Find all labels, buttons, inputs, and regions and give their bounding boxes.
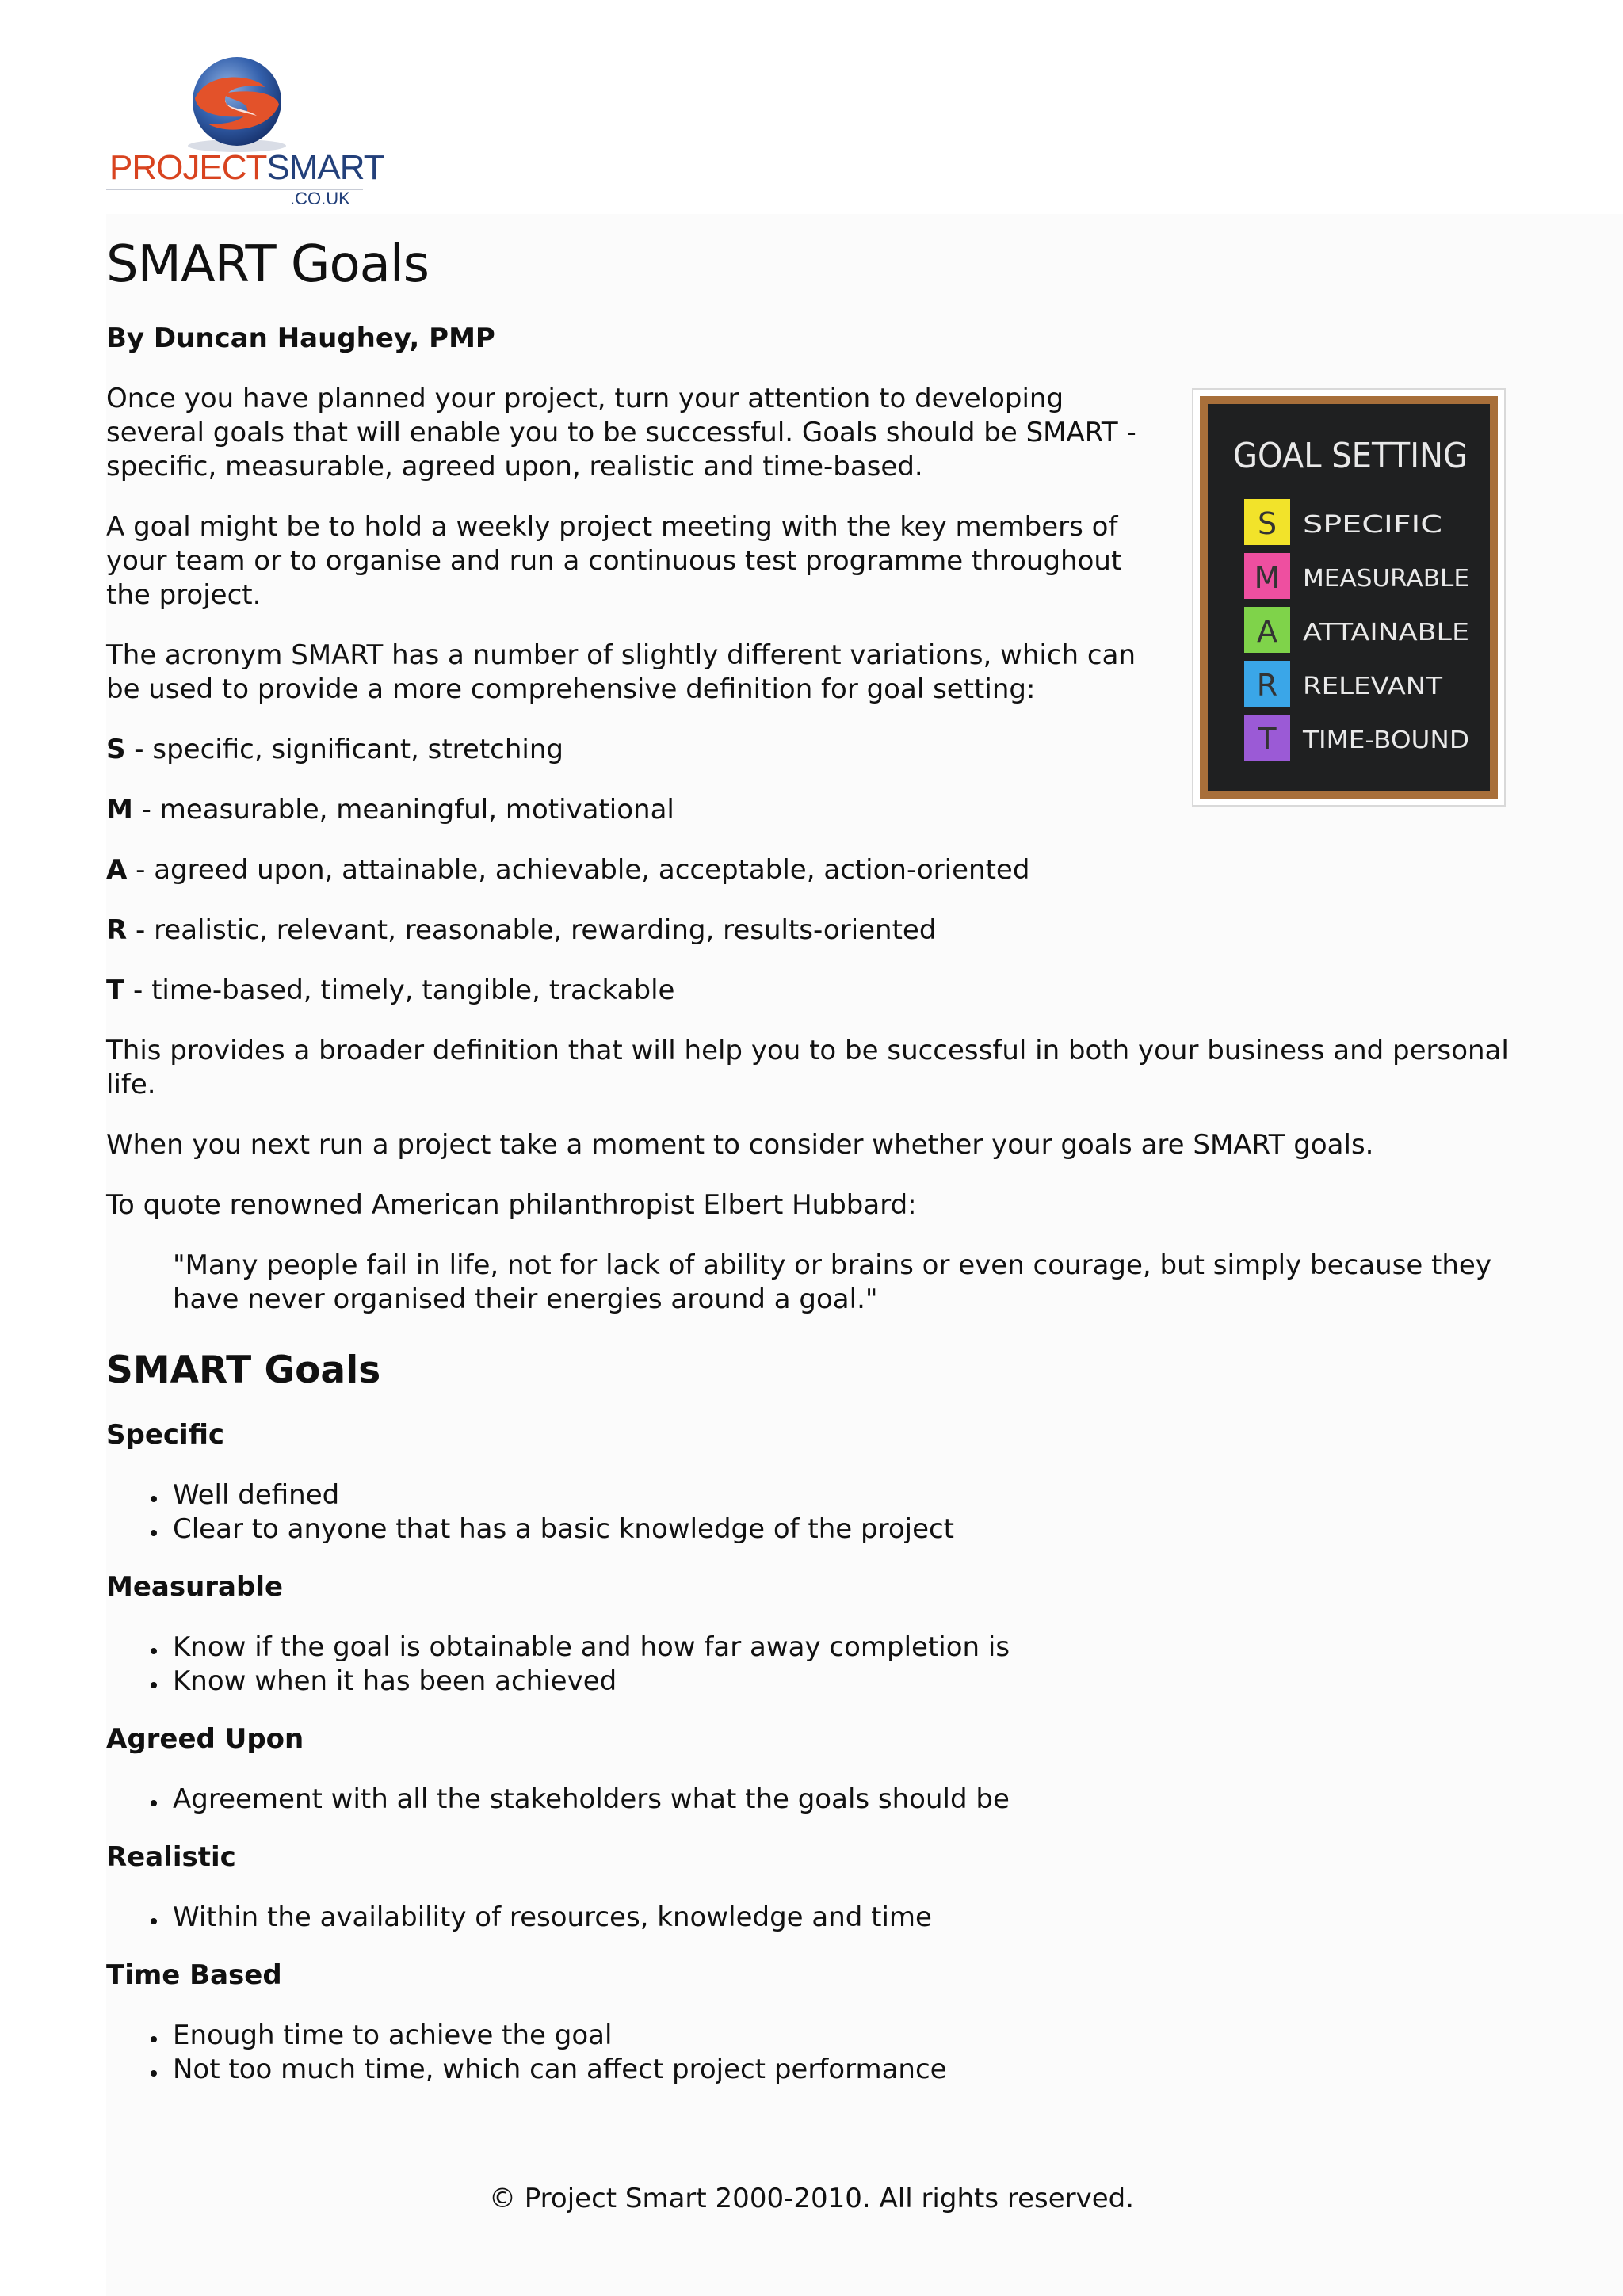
chalkboard-heading: GOAL SETTING bbox=[1233, 436, 1468, 476]
chalk-word-a: ATTAINABLE bbox=[1303, 619, 1469, 646]
list-item: Enough time to achieve the goal bbox=[173, 2019, 1533, 2053]
time-based-list bbox=[106, 2019, 1533, 2087]
group-title-measurable: Measurable bbox=[106, 1571, 284, 1603]
list-item: Agreement with all the stakeholders what the goals should be bbox=[173, 1783, 1533, 1817]
quote-intro-paragraph: To quote renowned American philanthropist Elbert Hubbard: bbox=[106, 1189, 917, 1221]
intro-paragraph-3: The acronym SMART has a number of slightly different variations, which can be used to provide a more comprehensive definition for goal setting: bbox=[106, 639, 1136, 705]
intro-paragraph-2: A goal might be to hold a weekly project meeting with the key members of your team or to organise and run a continuous test programme throughout the project. bbox=[106, 511, 1122, 611]
letter-line-t bbox=[106, 974, 1533, 1008]
sticky-letter-a: A bbox=[1257, 614, 1277, 649]
letter-s-text: - specific, significant, stretching bbox=[125, 734, 563, 765]
group-title-realistic: Realistic bbox=[106, 1841, 236, 1873]
article bbox=[106, 235, 1533, 2087]
chalk-word-r: RELEVANT bbox=[1303, 673, 1443, 700]
letter-t-text: - time-based, timely, tangible, trackable bbox=[124, 974, 675, 1006]
letter-line-m bbox=[106, 793, 1533, 827]
letter-s: S bbox=[106, 734, 126, 765]
page-title: SMART Goals bbox=[106, 235, 429, 294]
sticky-letter-t: T bbox=[1258, 722, 1277, 757]
globe-icon bbox=[106, 52, 368, 155]
letter-r: R bbox=[106, 914, 128, 946]
logo-brand-part1: PROJECT bbox=[109, 148, 267, 187]
project-smart-logo[interactable] bbox=[106, 52, 384, 211]
letter-line-a bbox=[106, 853, 1533, 887]
logo-brand-part2: SMART bbox=[266, 148, 384, 187]
group-title-agreed-upon: Agreed Upon bbox=[106, 1723, 304, 1755]
list-item: Well defined bbox=[173, 1478, 1533, 1512]
section-heading: SMART Goals bbox=[106, 1348, 381, 1392]
letter-m-text: - measurable, meaningful, motivational bbox=[132, 794, 674, 826]
letter-r-text: - realistic, relevant, reasonable, rewarding, results-oriented bbox=[127, 914, 937, 946]
list-item: Clear to anyone that has a basic knowledge of the project bbox=[173, 1512, 1533, 1547]
letter-line-r bbox=[106, 913, 1533, 948]
group-title-time-based: Time Based bbox=[106, 1959, 282, 1991]
letter-t: T bbox=[106, 974, 125, 1006]
sticky-letter-m: M bbox=[1254, 560, 1281, 595]
smart-letter-list bbox=[106, 733, 1533, 1008]
hubbard-quote: "Many people fail in life, not for lack of ability or brains or even courage, but simply because they have never organised their energies around a goal." bbox=[173, 1249, 1491, 1315]
agreed-upon-list bbox=[106, 1783, 1533, 1817]
list-item: Not too much time, which can affect project performance bbox=[173, 2053, 1533, 2087]
measurable-list bbox=[106, 1630, 1533, 1699]
group-title-specific: Specific bbox=[106, 1419, 225, 1451]
logo-wordmark bbox=[109, 148, 384, 187]
intro-paragraph-1: Once you have planned your project, turn your attention to developing several goals that will enable you to be successful. Goals should be SMART - specific, measurable, agreed upon, realistic and time-based. bbox=[106, 383, 1136, 482]
chalk-word-t: TIME-BOUND bbox=[1301, 727, 1469, 754]
list-item: Within the availability of resources, knowledge and time bbox=[173, 1901, 1533, 1935]
list-item: Know when it has been achieved bbox=[173, 1665, 1533, 1699]
chalk-word-s: SPECIFIC bbox=[1303, 511, 1442, 539]
realistic-list bbox=[106, 1901, 1533, 1935]
letter-a-text: - agreed upon, attainable, achievable, acceptable, action-oriented bbox=[127, 854, 1030, 886]
copyright-footer: © Project Smart 2000-2010. All rights reserved. bbox=[488, 2183, 1135, 2214]
specific-list bbox=[106, 1478, 1533, 1547]
sticky-letter-s: S bbox=[1257, 506, 1277, 541]
sticky-letter-r: R bbox=[1256, 668, 1278, 703]
chalk-word-m: MEASURABLE bbox=[1303, 565, 1469, 593]
letter-m: M bbox=[106, 794, 133, 826]
logo-domain: .CO.UK bbox=[290, 189, 350, 208]
letter-line-s bbox=[106, 733, 1533, 767]
list-item: Know if the goal is obtainable and how far away completion is bbox=[173, 1630, 1533, 1665]
author-byline: By Duncan Haughey, PMP bbox=[106, 322, 495, 354]
broader-definition-paragraph: This provides a broader definition that will help you to be successful in both your business and personal life. bbox=[106, 1035, 1509, 1100]
next-project-paragraph: When you next run a project take a moment to consider whether your goals are SMART goals. bbox=[106, 1129, 1374, 1161]
letter-a: A bbox=[106, 854, 128, 886]
